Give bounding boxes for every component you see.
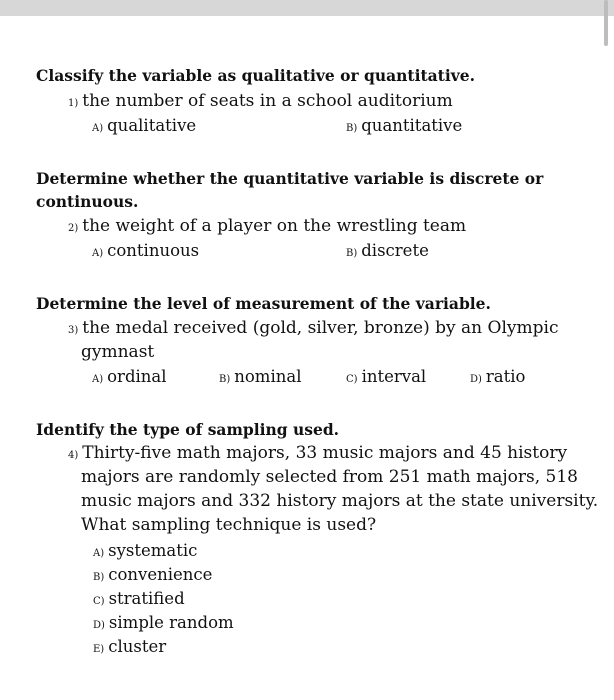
section-4-heading: Identify the type of sampling used. xyxy=(36,420,340,439)
question-4-option-a[interactable] xyxy=(93,541,197,560)
question-2 xyxy=(68,216,466,236)
question-1-option-a[interactable] xyxy=(92,116,196,135)
section-2-heading-line-1: Determine whether the quantitative variable is discrete or xyxy=(36,169,544,188)
option-letter: B) xyxy=(346,123,358,134)
option-text: ordinal xyxy=(107,367,167,386)
question-4-line-4: What sampling technique is used? xyxy=(81,515,377,535)
option-letter: C) xyxy=(93,596,105,607)
question-4-text: Thirty-five math majors, 33 music majors and 45 history xyxy=(82,443,568,463)
option-text: continuous xyxy=(107,241,200,260)
option-letter: B) xyxy=(346,248,358,259)
question-3-option-d[interactable] xyxy=(470,367,526,386)
option-text: simple random xyxy=(108,613,234,632)
option-text: systematic xyxy=(108,541,198,560)
option-text: ratio xyxy=(485,367,526,386)
section-1-heading: Classify the variable as qualitative or quantitative. xyxy=(36,66,475,85)
question-1 xyxy=(68,91,453,111)
question-2-option-b[interactable] xyxy=(346,241,429,260)
option-letter: C) xyxy=(346,374,358,385)
option-text: stratified xyxy=(108,589,185,608)
question-2-number: 2) xyxy=(68,223,79,234)
option-letter: D) xyxy=(93,620,105,631)
option-letter: E) xyxy=(93,644,105,655)
question-3-text: the medal received (gold, silver, bronze) by an Olympic xyxy=(82,318,559,338)
question-1-option-b[interactable] xyxy=(346,116,462,135)
question-3-line-1 xyxy=(68,318,558,338)
option-text: qualitative xyxy=(107,116,197,135)
question-3-option-a[interactable] xyxy=(92,367,167,386)
question-4-option-c[interactable] xyxy=(93,589,185,608)
option-text: cluster xyxy=(108,637,167,656)
option-letter: A) xyxy=(92,374,104,385)
question-4-option-d[interactable] xyxy=(93,613,234,632)
option-text: discrete xyxy=(361,241,429,260)
question-4-line-3: music majors and 332 history majors at the state university. xyxy=(81,491,599,511)
option-text: quantitative xyxy=(361,116,463,135)
question-3-option-b[interactable] xyxy=(219,367,301,386)
question-4-option-b[interactable] xyxy=(93,565,212,584)
question-1-text: the number of seats in a school auditorium xyxy=(82,91,453,111)
top-toolbar-strip xyxy=(0,0,614,16)
question-2-text: the weight of a player on the wrestling team xyxy=(82,216,467,236)
question-4-option-e[interactable] xyxy=(93,637,166,656)
question-2-option-a[interactable] xyxy=(92,241,199,260)
question-3-option-c[interactable] xyxy=(346,367,426,386)
scrollbar-thumb[interactable] xyxy=(604,0,608,46)
question-1-number: 1) xyxy=(68,98,79,109)
option-letter: A) xyxy=(93,548,105,559)
option-letter: A) xyxy=(92,248,104,259)
option-text: nominal xyxy=(234,367,302,386)
option-text: interval xyxy=(361,367,427,386)
option-letter: A) xyxy=(92,123,104,134)
question-3-number: 3) xyxy=(68,325,79,336)
option-letter: B) xyxy=(219,374,231,385)
section-2-heading-line-2: continuous. xyxy=(36,192,139,211)
option-text: convenience xyxy=(108,565,213,584)
option-letter: D) xyxy=(470,374,482,385)
question-3-line-2: gymnast xyxy=(81,342,155,362)
section-3-heading: Determine the level of measurement of the variable. xyxy=(36,294,491,313)
option-letter: B) xyxy=(93,572,105,583)
question-4-number: 4) xyxy=(68,450,79,461)
question-4-line-2: majors are randomly selected from 251 math majors, 518 xyxy=(81,467,578,487)
